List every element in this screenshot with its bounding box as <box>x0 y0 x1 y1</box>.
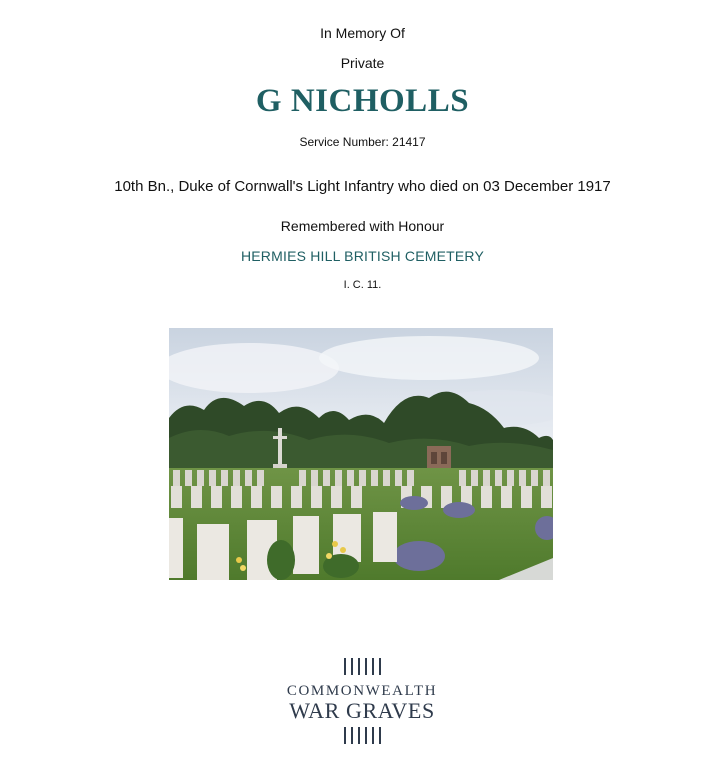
logo-line-war-graves: WAR GRAVES <box>289 698 435 723</box>
grave-reference: I. C. 11. <box>343 279 382 291</box>
cemetery-name: HERMIES HILL BRITISH CEMETERY <box>240 248 485 264</box>
cwgc-logo <box>262 652 462 752</box>
unit-and-death-date: 10th Bn., Duke of Cornwall's Light Infantry who died on 03 December 1917 <box>114 178 611 195</box>
casualty-name: G NICHOLLS <box>255 83 470 119</box>
remembered-text: Remembered with Honour <box>280 218 445 234</box>
rank-text: Private <box>340 55 385 71</box>
memory-heading: In Memory Of <box>320 25 405 41</box>
cemetery-photo <box>169 328 553 580</box>
service-number: Service Number: 21417 <box>299 135 426 149</box>
logo-bars-top-icon <box>262 658 462 675</box>
logo-bars-bottom-icon <box>262 727 462 744</box>
logo-line-commonwealth: COMMONWEALTH <box>286 683 438 699</box>
